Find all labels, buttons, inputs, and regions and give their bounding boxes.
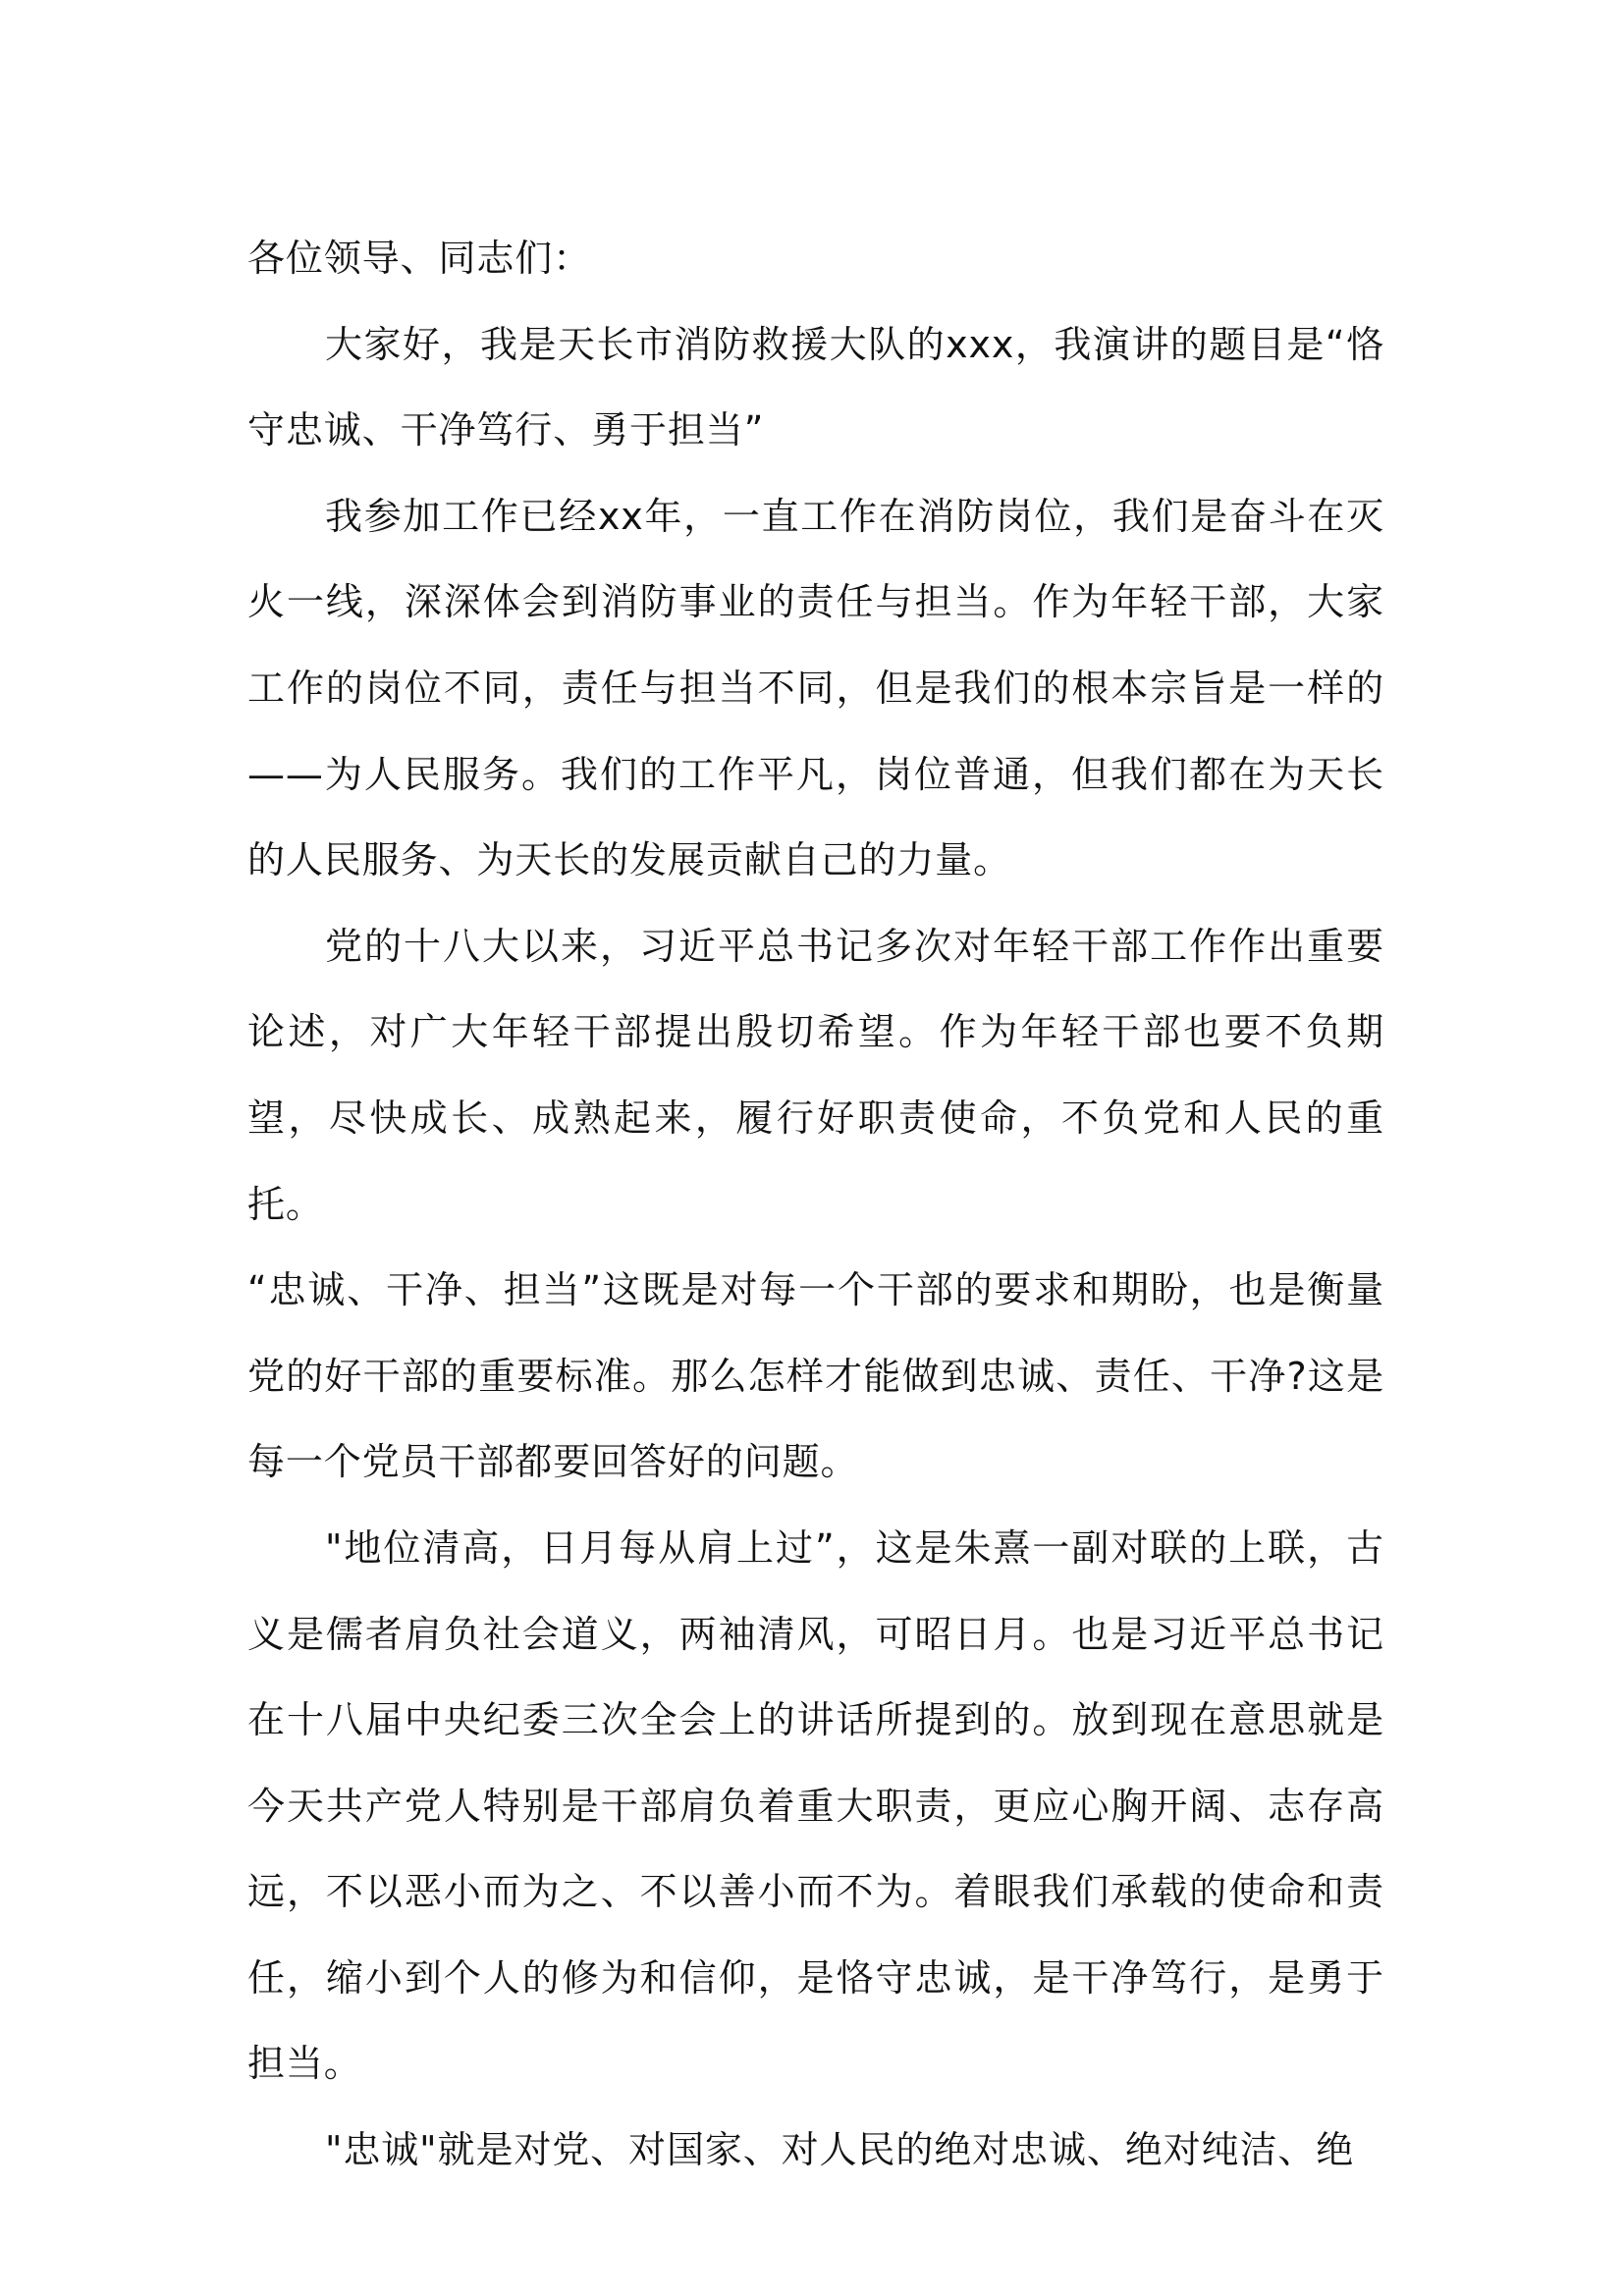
document-body (247, 216, 1384, 2194)
salutation: 各位领导、同志们： (247, 237, 592, 280)
paragraph-work-experience: 我参加工作已经xx年，一直工作在消防岗位，我们是奋斗在灭火一线，深深体会到消防事业的责任与担当。作为年轻干部，大家工作的岗位不同，责任与担当不同，但是我们的根本宗旨是一样的——为人民服务。我们的工作平凡，岗位普通，但我们都在为天长的人民服务、为天长的发展贡献自己的力量。 (247, 494, 1384, 882)
paragraph-intro: 大家好，我是天长市消防救援大队的xxx，我演讲的题目是“恪守忠诚、干净笃行、勇于担当” (247, 322, 1384, 453)
paragraph-loyalty-clean-responsibility: “忠诚、干净、担当”这既是对每一个干部的要求和期盼，也是衡量党的好干部的重要标准。那么怎样才能做到忠诚、责任、干净?这是每一个党员干部都要回答好的问题。 (247, 1268, 1384, 1484)
paragraph-eighteenth-congress: 党的十八大以来，习近平总书记多次对年轻干部工作作出重要论述，对广大年轻干部提出殷切希望。作为年轻干部也要不负期望，尽快成长、成熟起来，履行好职责使命，不负党和人民的重托。 (247, 924, 1384, 1226)
paragraph-loyalty-definition: "忠诚"就是对党、对国家、对人民的绝对忠诚、绝对纯洁、绝 (325, 2128, 1355, 2172)
paragraph-zhuxi-couplet: "地位清高，日月每从肩上过”，这是朱熹一副对联的上联，古义是儒者肩负社会道义，两袖清风，可昭日月。也是习近平总书记在十八届中央纪委三次全会上的讲话所提到的。放到现在意思就是今天共产党人特别是干部肩负着重大职责，更应心胸开阔、志存高远，不以恶小而为之、不以善小而不为。着眼我们承载的使命和责任，缩小到个人的修为和信仰，是恪守忠诚，是干净笃行，是勇于担当。 (247, 1525, 1384, 2086)
